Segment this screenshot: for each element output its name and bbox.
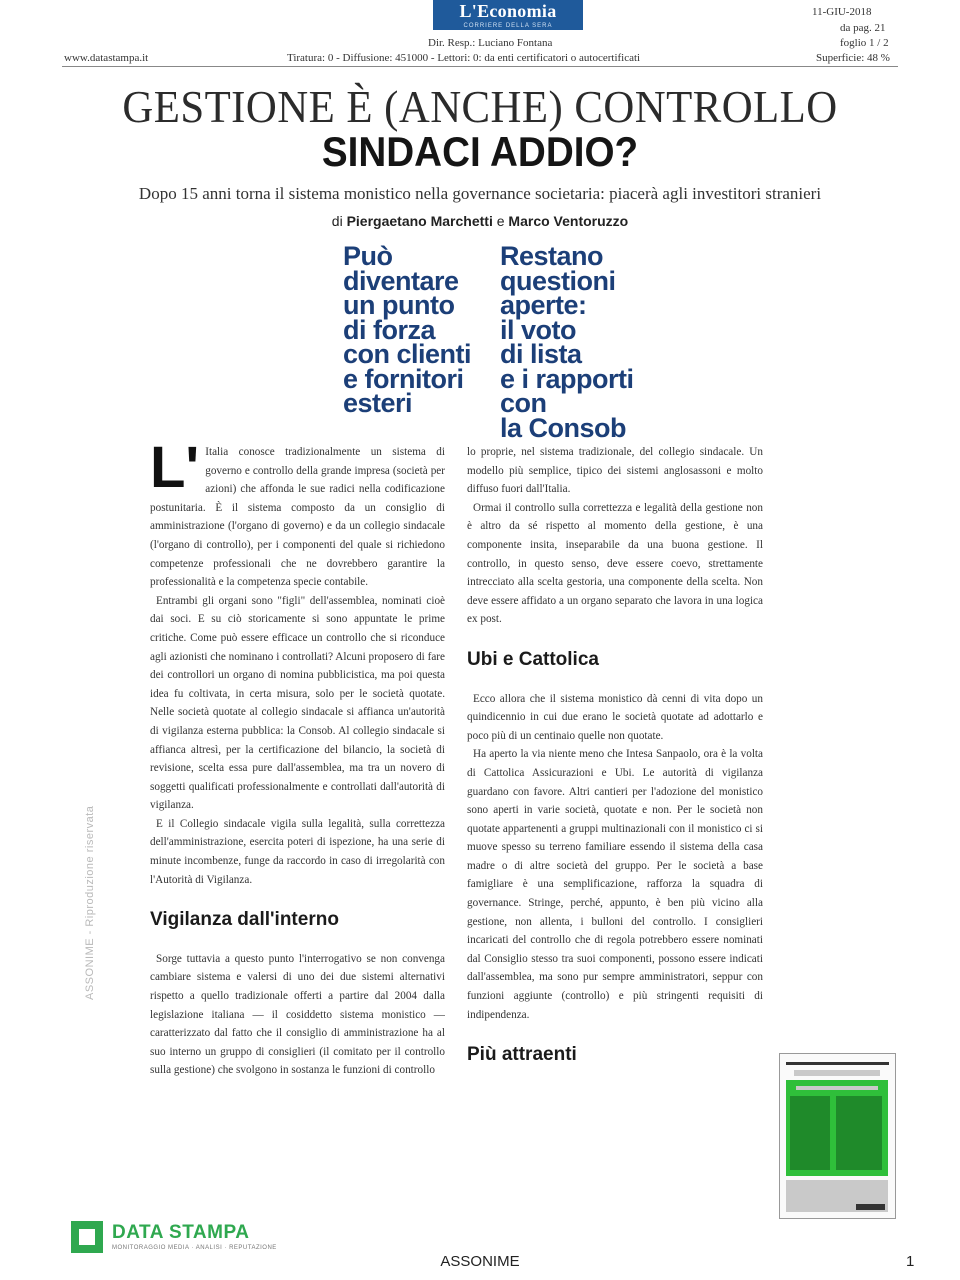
pull-quote-line: e i rapporti: [500, 363, 634, 394]
section-heading: Più attraenti: [467, 1044, 577, 1066]
body-paragraph: E il Collegio sindacale vigila sulla legalità, sulla correttezza dell'amministrazione, esercita poteri di ispezione, ha una serie di minute incombenze, funge da raccordo in caso di irregolarità con l'Autorità di Vigilanza.: [150, 817, 445, 886]
article-title: GESTIONE È (ANCHE) CONTROLLO: [122, 81, 838, 132]
byline-and: e: [496, 213, 505, 229]
body-paragraph: Ormai il controllo sulla correttezza e legalità della gestione non è altro da sé rispetto al momento della gestione, è una componente insita, inseparabile da una buona gestione. Il controllo, in questo senso, deve essere coevo, strettamente intrecciato alla scelta gestoria, una componente della scelta. Non deve essere affidato a un organo separato che lavora in una logica ex post.: [467, 501, 763, 626]
body-paragraph: Sorge tuttavia a questo punto l'interrogativo se non convenga cambiare sistema e valersi di uno dei due sistemi alternativi rispetto a quello tradizionale offerti a partire dal 2004 dalla legislazione italiana — il cosiddetto sistema monistico — caratterizzato dal fatto che il consiglio di amministrazione ha al suo interno un gruppo di consiglieri (il comitato per il controllo sulla gestione) che svolgono in sostanza le funzioni di controllo: [150, 952, 445, 1077]
byline: [0, 213, 960, 229]
pull-quote-line: e fornitori: [343, 363, 464, 394]
header-director: Dir. Resp.: Luciano Fontana: [428, 37, 553, 49]
pull-quote-line: esteri: [343, 388, 413, 418]
data-stampa-logo-icon: [71, 1221, 103, 1253]
pull-quote-line: diventare: [343, 265, 459, 296]
pull-quote-line: Restano: [500, 241, 604, 271]
header-page-ref: da pag. 21: [840, 22, 886, 34]
body-paragraph: lo proprie, nel sistema tradizionale, del collegio sindacale. Un modello più semplice, tipico dei sistemi anglosassoni e molto diffuso fuori dall'Italia.: [467, 446, 763, 496]
body-paragraph: Ecco allora che il sistema monistico dà cenni di vita dopo un quindicennio in cui due erano le società quotate ad adottarlo e poco più di un centinaio quelle non quotate.: [467, 692, 763, 742]
footer-client: ASSONIME: [440, 1253, 520, 1270]
pull-quote-left: [343, 241, 472, 418]
header-divider: [62, 66, 898, 67]
footer-page-number: 1: [906, 1253, 915, 1270]
data-stampa-brand: DATA STAMPA: [112, 1222, 250, 1243]
pull-quote-line: con clienti: [343, 339, 472, 369]
section-heading: Vigilanza dall'interno: [150, 909, 339, 931]
article-column-1: [150, 443, 445, 1213]
header-surface: Superficie: 48 %: [816, 52, 890, 64]
author-name: Marco Ventoruzzo: [508, 213, 629, 229]
article-column-2: [467, 443, 763, 1183]
thumbnail-title-block: [794, 1070, 880, 1076]
header-date: 11-GIU-2018: [812, 6, 872, 18]
pull-quote-line: un punto: [343, 290, 455, 320]
thumbnail-column: [790, 1096, 830, 1170]
pull-quote-line: la Consob: [500, 412, 627, 443]
thumbnail-image: [856, 1204, 885, 1210]
pull-quote-line: di lista: [500, 339, 582, 369]
byline-prefix: di: [331, 213, 343, 229]
pull-quote-line: aperte:: [500, 290, 587, 320]
pull-quote-line: con: [500, 388, 547, 418]
masthead-logo: L'Economia: [433, 0, 583, 22]
header-website[interactable]: www.datastampa.it: [64, 52, 149, 64]
body-paragraph: Entrambi gli organi sono "figli" dell'assemblea, nominati cioè dai soci. E su ciò storicamente si sono appuntate le prime critiche. Come può essere efficace un controllo che si riconduce agli azionisti che nominano i controllati? Alcuni proposero di fare dei controllori un organo di nomina pubblicistica, ma poi questa idea fu coltivata, in certa misura, solo per le società quotate. Nelle società quotate al collegio sindacale si affianca un'autorità di vigilanza esterna pubblica: la Consob. Al collegio sindacale si affianca altresì, per la certificazione del bilancio, la società di revisione, scelta essa pure dall'assemblea, ma tra un novero di soggetti qualificati professionalmente e controllati dall'autorità di vigilanza.: [150, 594, 445, 812]
author-name: Piergaetano Marchetti: [346, 213, 493, 229]
thumbnail-column: [836, 1096, 882, 1170]
pull-quote-line: di forza: [343, 314, 436, 345]
pull-quote-line: Può: [343, 241, 393, 271]
body-paragraph: Ha aperto la via niente meno che Intesa Sanpaolo, ora è la volta di Cattolica Assicurazioni e Ubi. Le autorità di vigilanza guardano con favore. Altri cantieri per l'adozione del monistico sono aperti in varie società, quotate e non. Per le società non quotate appartenenti a gruppi multinazionali con il monistico ci si muove spesso su terreno familiare essendo il sistema della casa madre o di altre società del gruppo. Per le società a base famigliare è una semplificazione, rafforza la squadra di governance. Stringe, perché, appunto, è ben più vicino alla gestione, non allenta, i bulloni del controllo. I consiglieri incaricati del controllo che di regola potrebbero essere nominati dal Consiglio stesso tra suoi componenti, possono essere indicati dall'assemblea, ma sono pur sempre amministratori, seppur con funzioni aggiunte (controllo) e più stringenti requisiti di indipendenza.: [467, 748, 763, 1021]
pull-quote-line: questioni: [500, 265, 616, 296]
drop-cap: L': [150, 443, 200, 500]
data-stampa-tagline: MONITORAGGIO MEDIA · ANALISI · REPUTAZIONE: [112, 1245, 277, 1251]
thumbnail-header-band: [786, 1062, 889, 1065]
masthead-subtitle: CORRIERE DELLA SERA: [433, 22, 583, 30]
header-circulation: Tiratura: 0 - Diffusione: 451000 - Lettori: 0: da enti certificatori o autocertificati: [287, 52, 641, 64]
pull-quote-line: il voto: [500, 314, 576, 345]
article-subtitle: Dopo 15 anni torna il sistema monistico nella governance societaria: piacerà agli investitori stranieri: [138, 184, 822, 203]
header-sheet: foglio 1 / 2: [840, 37, 889, 49]
section-heading: Ubi e Cattolica: [467, 648, 599, 670]
thumbnail-line: [796, 1086, 878, 1090]
side-copyright-note: ASSONIME - Riproduzione riservata: [84, 805, 96, 1000]
pull-quote-right: [500, 241, 634, 443]
body-paragraph: Italia conosce tradizionalmente un sistema di governo e controllo della grande impresa (società per azioni) che affonda le sue radici nella codificazione postunitaria. È il sistema composto da un consiglio di amministrazione (l'organo di governo) e da un collegio sindacale (l'organo di controllo), per i componenti del quale si richiedono competenze professionali che ne dovrebbero garantire la professionalità e la competenza specie contabile.: [150, 446, 445, 589]
page-thumbnail[interactable]: [779, 1053, 896, 1219]
article-headline: SINDACI ADDIO?: [321, 128, 639, 175]
